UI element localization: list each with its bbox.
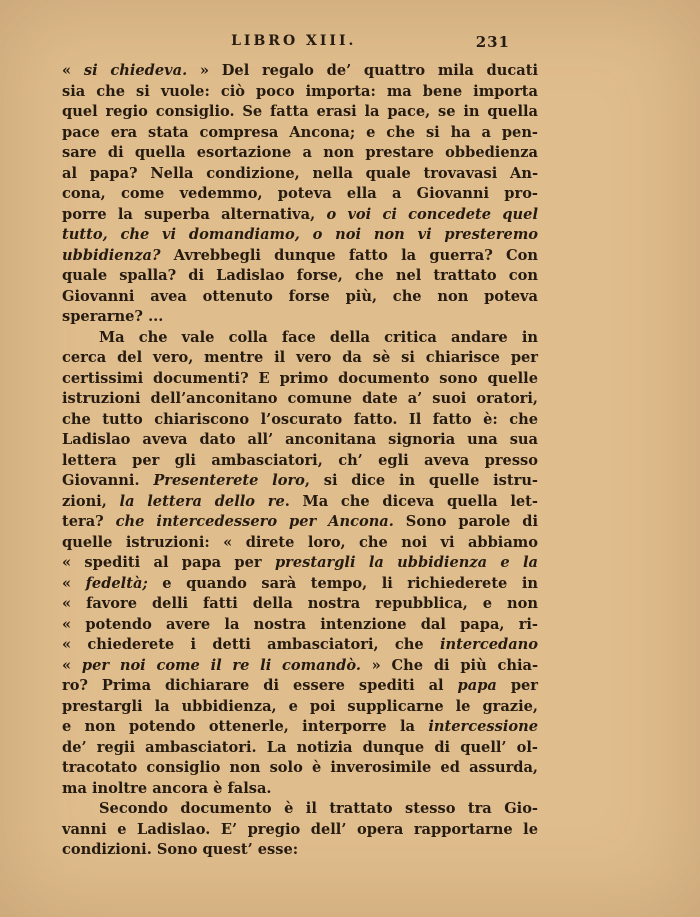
- text-line: istruzioni dell’anconitano comune date a’ suoi oratori,: [62, 390, 538, 407]
- text-line: Ma che vale colla face della critica andare in: [99, 328, 538, 346]
- text-line: quel regio consiglio. Se fatta erasi la pace, se in quella: [62, 103, 538, 120]
- text-block: [62, 61, 538, 861]
- text-line: condizioni. Sono quest’ esse:: [62, 841, 299, 858]
- text-line: e non potendo ottenerle, interporre la intercessione: [62, 718, 538, 735]
- text-line: sia che si vuole: ciò poco importa: ma bene importa: [62, 82, 538, 100]
- text-line: tracotato consiglio non solo è inverosimile ed assurda,: [62, 759, 538, 776]
- text-line: tutto, che vi domandiamo, o noi non vi presteremo: [62, 226, 538, 243]
- text-line: « per noi come il re li comandò. » Che di più chia-: [62, 656, 538, 674]
- text-line: che tutto chiariscono l’oscurato fatto. Il fatto è: che: [62, 410, 538, 428]
- text-line: Giovanni. Presenterete loro, si dice in quelle istru-: [62, 472, 538, 489]
- text-line: « chiederete i detti ambasciatori, che intercedano: [62, 636, 538, 653]
- text-line: vanni e Ladislao. E’ pregio dell’ opera rapportarne le: [62, 820, 538, 838]
- text-line: ma inoltre ancora è falsa.: [62, 779, 272, 797]
- text-line: prestargli la ubbidienza, e poi supplicarne le grazie,: [62, 697, 538, 715]
- text-line: « potendo avere la nostra intenzione dal papa, ri-: [62, 615, 538, 633]
- text-line: « favore delli fatti della nostra repubblica, e non: [62, 595, 538, 612]
- text-line: pace era stata compresa Ancona; e che si ha a pen-: [62, 123, 538, 141]
- text-line: de’ regii ambasciatori. La notizia dunque di quell’ ol-: [62, 738, 538, 756]
- text-line: certissimi documenti? E primo documento sono quelle: [62, 369, 538, 387]
- text-line: tera? che intercedessero per Ancona. Sono parole di: [62, 513, 538, 530]
- text-line: sperarne? ...: [62, 308, 164, 325]
- text-line: al papa? Nella condizione, nella quale trovavasi An-: [62, 164, 538, 182]
- text-line: « fedeltà; e quando sarà tempo, li richiederete in: [62, 574, 539, 592]
- text-line: « si chiedeva. » Del regalo de’ quattro mila ducati: [62, 62, 538, 79]
- text-line: cerca del vero, mentre il vero da sè si chiarisce per: [62, 349, 538, 366]
- page-number: 231: [475, 33, 510, 51]
- text-line: quale spalla? di Ladislao forse, che nel trattato con: [62, 267, 538, 284]
- text-line: zioni, la lettera dello re. Ma che diceva quella let-: [62, 492, 538, 510]
- text-line: ubbidienza? Avrebbegli dunque fatto la guerra? Con: [62, 246, 538, 264]
- text-line: Ladislao aveva dato all’ anconitana signoria una sua: [62, 431, 538, 448]
- text-line: Secondo documento è il trattato stesso tra Gio-: [99, 800, 538, 817]
- text-line: cona, come vedemmo, poteva ella a Giovanni pro-: [62, 185, 538, 202]
- text-line: Giovanni avea ottenuto forse più, che non poteva: [62, 287, 538, 305]
- header-title: LIBRO XIII.: [231, 33, 357, 49]
- text-line: lettera per gli ambasciatori, ch’ egli aveva presso: [62, 451, 538, 469]
- running-header: [62, 33, 538, 53]
- text-line: « spediti al papa per prestargli la ubbidienza e la: [62, 554, 538, 571]
- text-line: sare di quella esortazione a non prestare obbedienza: [62, 144, 538, 161]
- text-line: ro? Prima dichiarare di essere spediti al papa per: [62, 677, 539, 694]
- text-line: quelle istruzioni: « direte loro, che noi vi abbiamo: [62, 533, 538, 551]
- text-line: porre la superba alternativa, o voi ci concedete quel: [62, 205, 538, 223]
